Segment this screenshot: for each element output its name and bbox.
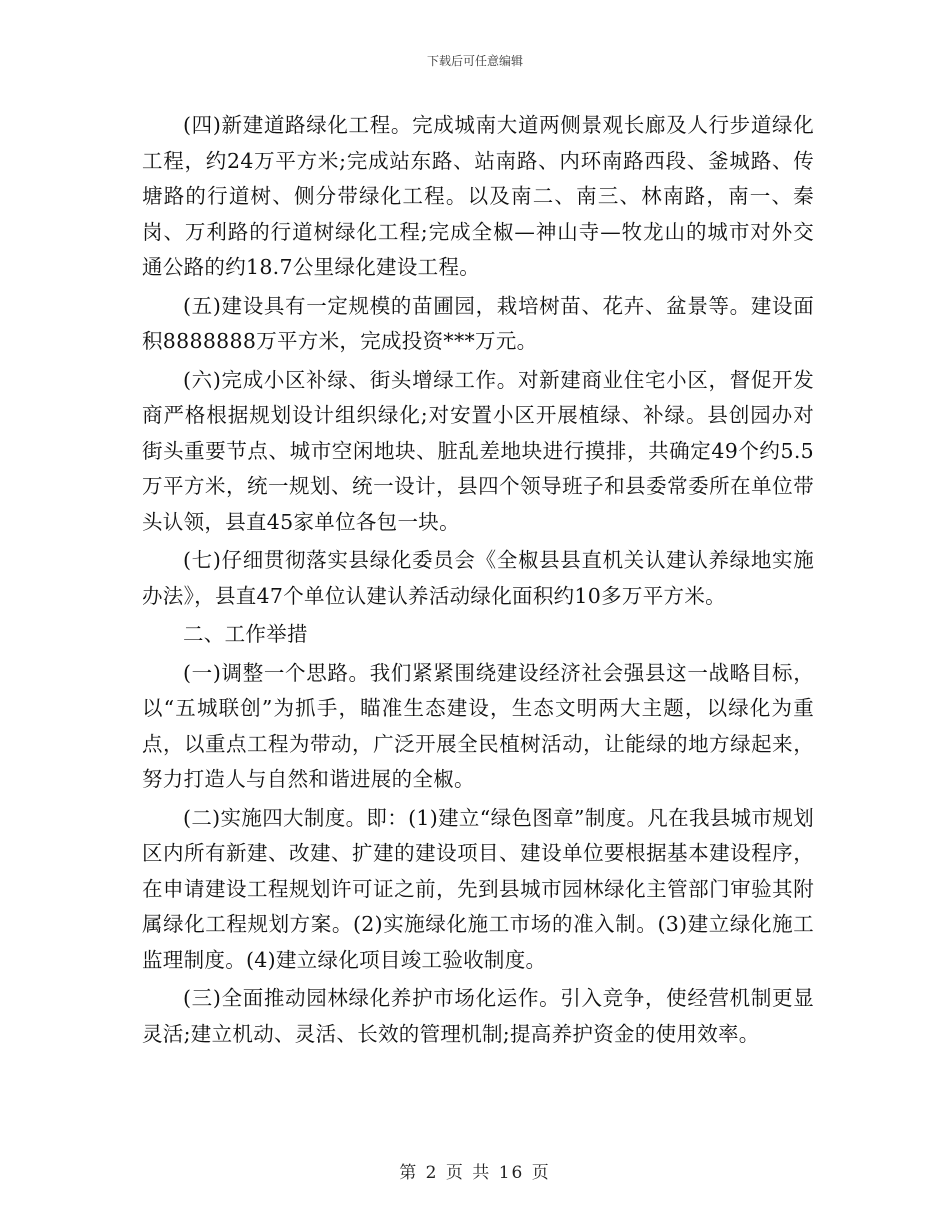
paragraph-market-operation: (三)全面推动园林绿化养护市场化运作。引入竞争，使经营机制更显灵活;建立机动、灵活、长效的管理机制;提高养护资金的使用效率。 — [142, 986, 814, 1046]
paragraph-four-systems: (二)实施四大制度。即：(1)建立“绿色图章”制度。凡在我县城市规划区内所有新建、改建、扩建的建设项目、建设单位要根据基本建设程序，在申请建设工程规划许可证之前，先到县城市园林绿化主管部门审验其附属绿化工程规划方案。(2)实施绿化施工市场的准入制。(3)建立绿化施工监理制度。(4)建立绿化项目竣工验收制度。 — [142, 805, 814, 972]
paragraph-community-greening: (六)完成小区补绿、街头增绿工作。对新建商业住宅小区，督促开发商严格根据规划设计组织绿化;对安置小区开展植绿、补绿。县创园办对街头重要节点、城市空闲地块、脏乱差地块进行摸排，共确定49个约5.5万平方米，统一规划、统一设计，县四个领导班子和县委常委所在单位带头认领，县直45家单位各包一块。 — [142, 367, 814, 534]
section-heading-measures: 二、工作举措 — [183, 622, 308, 646]
paragraph-nursery: (五)建设具有一定规模的苗圃园，栽培树苗、花卉、盆景等。建设面积8888888万平方米，完成投资***万元。 — [142, 293, 814, 353]
header-note: 下载后可任意编辑 — [426, 54, 523, 68]
paragraph-adoption-scheme: (七)仔细贯彻落实县绿化委员会《全椒县县直机关认建认养绿地实施办法》，县直47个单位认建认养活动绿化面积约10多万平方米。 — [142, 548, 814, 608]
paragraph-adjust-approach: (一)调整一个思路。我们紧紧围绕建设经济社会强县这一战略目标，以“五城联创”为抓手，瞄准生态建设，生态文明两大主题，以绿化为重点，以重点工程为带动，广泛开展全民植树活动，让能绿的地方绿起来，努力打造人与自然和谐进展的全椒。 — [142, 660, 814, 791]
page-number: 第 2 页 共 16 页 — [399, 1163, 551, 1183]
document-body — [142, 108, 814, 1055]
paragraph-road-greening: (四)新建道路绿化工程。完成城南大道两侧景观长廊及人行步道绿化工程，约24万平方米;完成站东路、站南路、内环南路西段、釜城路、传塘路的行道树、侧分带绿化工程。以及南二、南三、林南路，南一、秦岗、万利路的行道树绿化工程;完成全椒—神山寺—牧龙山的城市对外交通公路的约18.7公里绿化建设工程。 — [142, 113, 814, 279]
